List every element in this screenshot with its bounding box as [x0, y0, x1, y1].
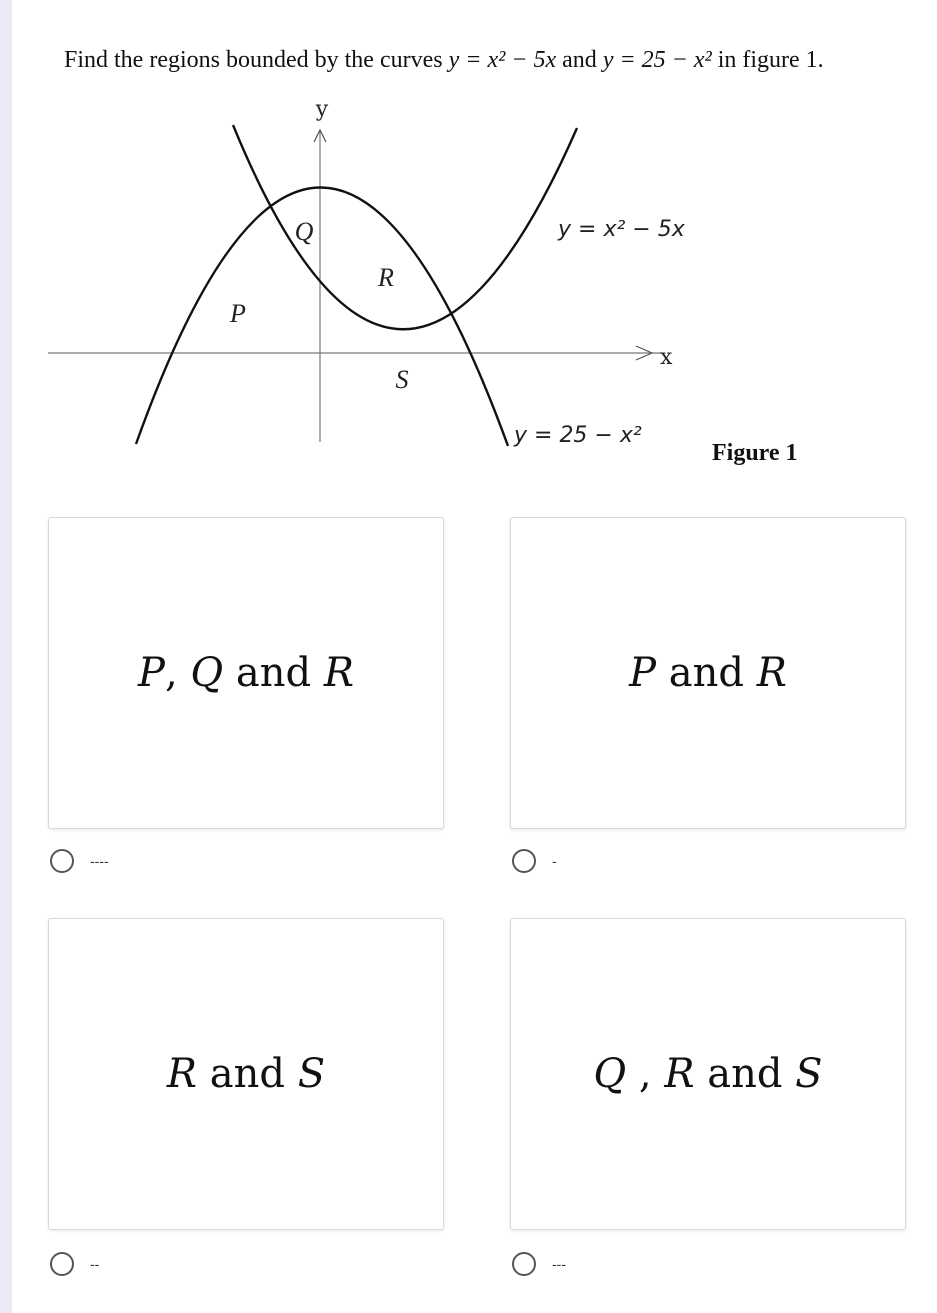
curve-x2-minus-5x [233, 125, 577, 329]
option-b-radio[interactable] [512, 849, 536, 873]
option-a-label: ---- [90, 853, 109, 869]
option-c-row[interactable] [50, 1248, 99, 1280]
question-curve1: y = x² − 5x [448, 47, 557, 73]
region-s-label: S [395, 365, 409, 394]
region-r-label: R [378, 263, 394, 292]
option-b-text: P and R [629, 650, 787, 696]
option-a-radio[interactable] [50, 849, 74, 873]
option-d-text: Q , R and S [593, 1051, 823, 1097]
figure-1 [40, 90, 820, 480]
question-curve2: y = 25 − x² [602, 47, 712, 73]
figure-caption: Figure 1 [712, 440, 798, 466]
option-c-radio[interactable] [50, 1252, 74, 1276]
question-suffix: in figure 1. [717, 47, 824, 73]
region-q-label: Q [294, 217, 314, 246]
curve-25-minus-x2 [136, 187, 508, 446]
question-text [64, 44, 924, 76]
option-card-d[interactable] [510, 918, 906, 1230]
question-prefix: Find the regions bounded by the curves [64, 47, 443, 73]
axis-x-label: x [660, 345, 673, 370]
option-a-text: P, Q and R [138, 650, 354, 696]
question-and: and [562, 47, 597, 73]
option-d-label: --- [552, 1256, 566, 1272]
curve2-label: y = 25 − x² [514, 423, 642, 448]
figure-graph [40, 90, 820, 480]
curve1-label: y = x² − 5x [558, 217, 685, 242]
option-d-radio[interactable] [512, 1252, 536, 1276]
option-d-row[interactable] [512, 1248, 566, 1280]
option-a-row[interactable] [50, 845, 109, 877]
region-p-label: P [230, 299, 246, 328]
axis-y-label: y [315, 97, 329, 122]
option-c-text: R and S [166, 1051, 326, 1097]
left-edge-strip [0, 0, 12, 1313]
option-card-a[interactable] [48, 517, 444, 829]
option-b-row[interactable] [512, 845, 557, 877]
option-c-label: -- [90, 1256, 100, 1272]
option-card-b[interactable] [510, 517, 906, 829]
option-b-label: - [552, 853, 557, 869]
option-card-c[interactable] [48, 918, 444, 1230]
